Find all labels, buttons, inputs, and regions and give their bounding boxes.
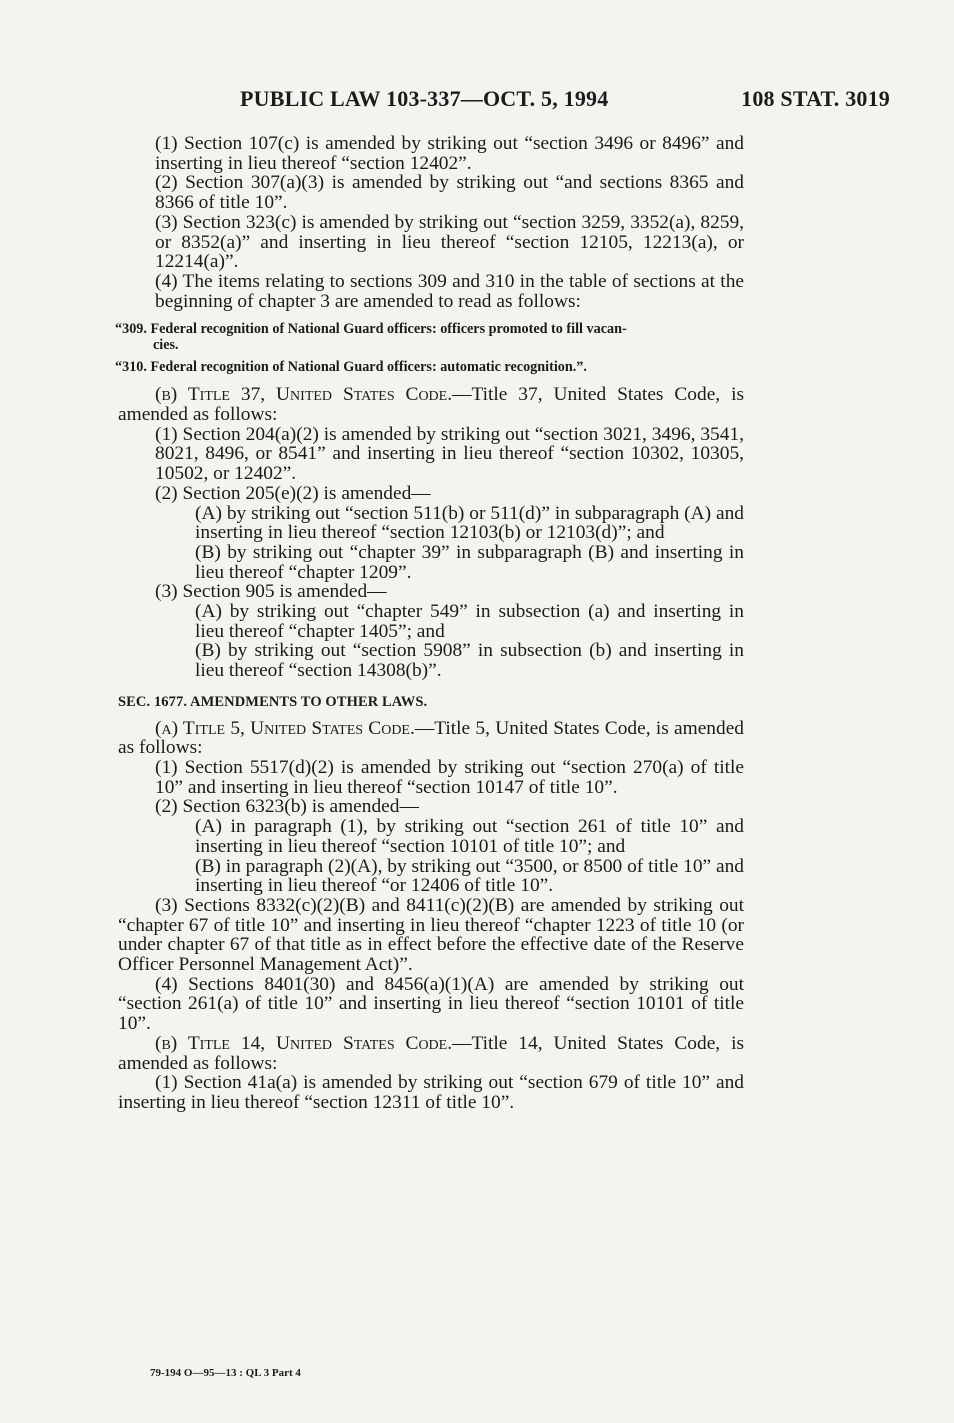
paragraph-3: (3) Section 323(c) is amended by striking out “section 3259, 3352(a), 8259, or 8352(a)” and inserting in lieu thereof “section 12105, 12213(a), or 12214(a)”. [155, 211, 744, 273]
a5-paragraph-3: (3) Sections 8332(c)(2)(B) and 8411(c)(2)(B) are amended by striking out “chapter 67 of title 10” and inserting in lieu thereof “chapter 1223 of title 10 (or under chapter 67 of that title as in effect before the effective date of the Reserve Officer Personnel Management Act)”. [118, 894, 744, 976]
toc-item-309-line2: cies. [153, 337, 179, 354]
a5-subparagraph-2B: (B) in paragraph (2)(A), by striking out “3500, or 8500 of title 10” and inserting in lieu thereof “or 12406 of title 10”. [195, 855, 744, 897]
law-citation: PUBLIC LAW 103-337—OCT. 5, 1994 [240, 86, 609, 111]
toc-item-309-line1: “309. Federal recognition of National Guard officers: officers promoted to fill vacan- [115, 321, 627, 338]
subsection-heading: (b) Title 37, United States Code. [155, 384, 453, 406]
statute-page-number: 108 STAT. 3019 [741, 86, 890, 111]
paragraph-1: (1) Section 107(c) is amended by striking out “section 3496 or 8496” and inserting in lieu thereof “section 12402”. [155, 133, 744, 174]
b37-paragraph-2: (2) Section 205(e)(2) is amended— [155, 482, 431, 504]
b37-paragraph-3: (3) Section 905 is amended— [155, 581, 387, 603]
b37-subparagraph-2A: (A) by striking out “section 511(b) or 511(d)” in subparagraph (A) and inserting in lieu thereof “section 12103(b) or 12103(d)”; and [195, 502, 744, 544]
b37-paragraph-1: (1) Section 204(a)(2) is amended by striking out “section 3021, 3496, 3541, 8021, 8496, or 8541” and inserting in lieu thereof “section 10302, 10305, 10502, or 12402”. [155, 423, 744, 485]
b37-subparagraph-2B: (B) by striking out “chapter 39” in subparagraph (B) and inserting in lieu thereof “chapter 1209”. [195, 541, 744, 583]
b37-subparagraph-3B: (B) by striking out “section 5908” in subsection (b) and inserting in lieu thereof “section 14308(b)”. [195, 640, 744, 682]
toc-item-310: “310. Federal recognition of National Guard officers: automatic recognition.”. [115, 359, 587, 376]
subsection-a-title-5 [118, 719, 744, 758]
a5-subparagraph-2A: (A) in paragraph (1), by striking out “section 261 of title 10” and inserting in lieu thereof “section 10101 of title 10”; and [195, 816, 744, 857]
subsection-b-title-14 [118, 1034, 744, 1073]
b14-paragraph-1: (1) Section 41a(a) is amended by striking out “section 679 of title 10” and inserting in lieu thereof “section 12311 of title 10”. [118, 1072, 744, 1113]
b37-subparagraph-3A: (A) by striking out “chapter 549” in subsection (a) and inserting in lieu thereof “chapter 1405”; and [195, 601, 744, 642]
subsection-text: —Title 37, United States Code, is amended as follows: [118, 384, 745, 426]
page-header [240, 86, 890, 116]
a5-paragraph-1: (1) Section 5517(d)(2) is amended by striking out “section 270(a) of title 10” and inserting in lieu thereof “section 10147 of title 10”. [155, 756, 744, 798]
subsection-text: —Title 5, United States Code, is amended as follows: [118, 717, 744, 759]
subsection-b-title-37 [118, 385, 744, 424]
subsection-text: —Title 14, United States Code, is amended as follows: [118, 1032, 745, 1074]
document-body [115, 133, 745, 1113]
subsection-heading: (b) Title 14, United States Code. [155, 1032, 453, 1054]
paragraph-2: (2) Section 307(a)(3) is amended by striking out “and sections 8365 and 8366 of title 10”. [155, 172, 744, 214]
subsection-heading: (a) Title 5, United States Code. [155, 717, 415, 739]
paragraph-4: (4) The items relating to sections 309 and 310 in the table of sections at the beginning of chapter 3 are amended to read as follows: [155, 270, 744, 312]
print-code-footer: 79-194 O—95—13 : QL 3 Part 4 [150, 1367, 301, 1379]
toc-item-309 [115, 321, 744, 353]
section-heading: SEC. 1677. AMENDMENTS TO OTHER LAWS. [118, 693, 428, 710]
a5-paragraph-2: (2) Section 6323(b) is amended— [155, 796, 419, 818]
a5-paragraph-4: (4) Sections 8401(30) and 8456(a)(1)(A) are amended by striking out “section 261(a) of title 10” and inserting in lieu thereof “section 10101 of title 10”. [118, 973, 744, 1035]
